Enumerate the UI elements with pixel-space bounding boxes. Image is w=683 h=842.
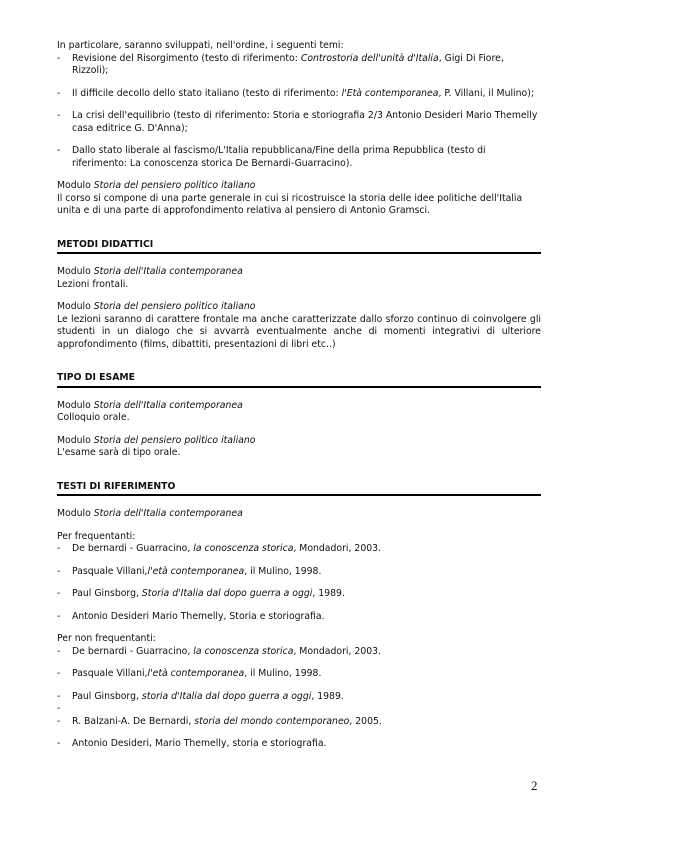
- topic-item: [57, 88, 541, 101]
- topic-text: Revisione del Risorgimento (testo di riferimento:: [72, 52, 301, 64]
- reference-item: - Pasquale Villani,l'età contemporanea, il Mulino, 1998.: [57, 668, 322, 679]
- reference-item: - Antonio Desideri, Mario Themelly, storia e storiografia.: [57, 738, 327, 749]
- dash: -: [57, 87, 61, 99]
- dash: -: [57, 703, 61, 714]
- dash: -: [57, 145, 61, 156]
- reference-item: - De bernardi - Guarracino, la conoscenza storica, Mondadori, 2003.: [57, 645, 382, 657]
- group-label: Per non frequentanti:: [57, 633, 156, 644]
- dash: -: [57, 690, 61, 702]
- intro-lead: In particolare, saranno sviluppati, nell'ordine, i seguenti temi:: [57, 40, 344, 51]
- module-description: Il corso si compone di una parte generale in cui si ricostruisce la storia delle idee politiche dell'Italia unita e di una parte di approfondimento relativa al pensiero di Antonio Gramsci.: [57, 192, 523, 216]
- topic-item: [57, 110, 541, 135]
- dash: -: [57, 738, 61, 749]
- topic-item: [57, 145, 541, 170]
- dash: -: [57, 588, 61, 599]
- section-heading-esame: TIPO DI ESAME: [57, 372, 541, 388]
- reference-item: - Antonio Desideri Mario Themelly, Storia e storiografia.: [57, 610, 325, 622]
- dash: -: [57, 110, 61, 121]
- module-text: L'esame sarà di tipo orale.: [57, 447, 181, 458]
- reference-item: - Paul Ginsborg, Storia d'Italia dal dopo guerra a oggi, 1989.: [57, 588, 345, 599]
- topic-text: La crisi dell'equilibrio (testo di riferimento: Storia e storiografia 2/3 Antonio Desideri Mario Themelly casa editrice G. D'Anna);: [72, 110, 538, 134]
- module-label: Modulo Storia dell'Italia contemporanea: [57, 399, 243, 411]
- reference-item: - Pasquale Villani,l'età contemporanea, il Mulino, 1998.: [57, 565, 322, 577]
- reference-item: - Paul Ginsborg, storia d'Italia dal dopo guerra a oggi, 1989.: [57, 690, 344, 702]
- topic-item: [57, 53, 541, 78]
- dash: -: [57, 668, 61, 679]
- module-text: Le lezioni saranno di carattere frontale ma anche caratterizzate dallo sforzo continuo di coinvolgere gli studenti in un dialogo che si avvarrà eventualmente anche di momenti integrativi di ulteriore approfondimento (films, dibattiti, presentazioni di libri etc..): [57, 313, 541, 350]
- dash: -: [57, 565, 61, 577]
- group-label: Per frequentanti:: [57, 530, 136, 542]
- dash: -: [57, 543, 61, 554]
- dash: -: [57, 715, 61, 727]
- module-label: Modulo Storia del pensiero politico italiano: [57, 180, 256, 191]
- module-label: Modulo Storia del pensiero politico italiano: [57, 434, 256, 446]
- module-text: Lezioni frontali.: [57, 278, 129, 290]
- topic-text: , Gigi Di Fiore, Rizzoli);: [72, 52, 504, 76]
- section-heading-metodi: METODI DIDATTICI: [57, 239, 541, 255]
- topic-title: Controstoria dell'unità d'Italia: [300, 52, 439, 64]
- module-label: Modulo Storia dell'Italia contemporanea: [57, 266, 243, 277]
- dash: -: [57, 52, 61, 64]
- reference-item: - R. Balzani-A. De Bernardi, storia del mondo contemporaneo, 2005.: [57, 715, 382, 727]
- section-heading-testi: TESTI DI RIFERIMENTO: [57, 481, 541, 497]
- module-text: Colloquio orale.: [57, 412, 130, 423]
- topic-text: , P. Villani, il Mulino);: [438, 87, 534, 99]
- topic-text: Il difficile decollo dello stato italiano (testo di riferimento:: [72, 87, 342, 99]
- module-label: Modulo Storia del pensiero politico italiano: [57, 301, 256, 312]
- reference-item: - De bernardi - Guarracino, la conoscenza storica, Mondadori, 2003.: [57, 543, 382, 554]
- module-label: Modulo Storia dell'Italia contemporanea: [57, 508, 243, 519]
- dash: -: [57, 645, 61, 657]
- topic-text: Dallo stato liberale al fascismo/L'Italia repubblicana/Fine della prima Repubblica (testo di riferimento: La conoscenza storica De Bernardi-Guarracino).: [72, 145, 486, 169]
- empty-list-item: [57, 703, 541, 716]
- dash: -: [57, 610, 61, 622]
- topic-title: l'Età contemporanea: [341, 87, 439, 99]
- page-number: 2: [531, 778, 538, 793]
- document-page: [57, 40, 541, 751]
